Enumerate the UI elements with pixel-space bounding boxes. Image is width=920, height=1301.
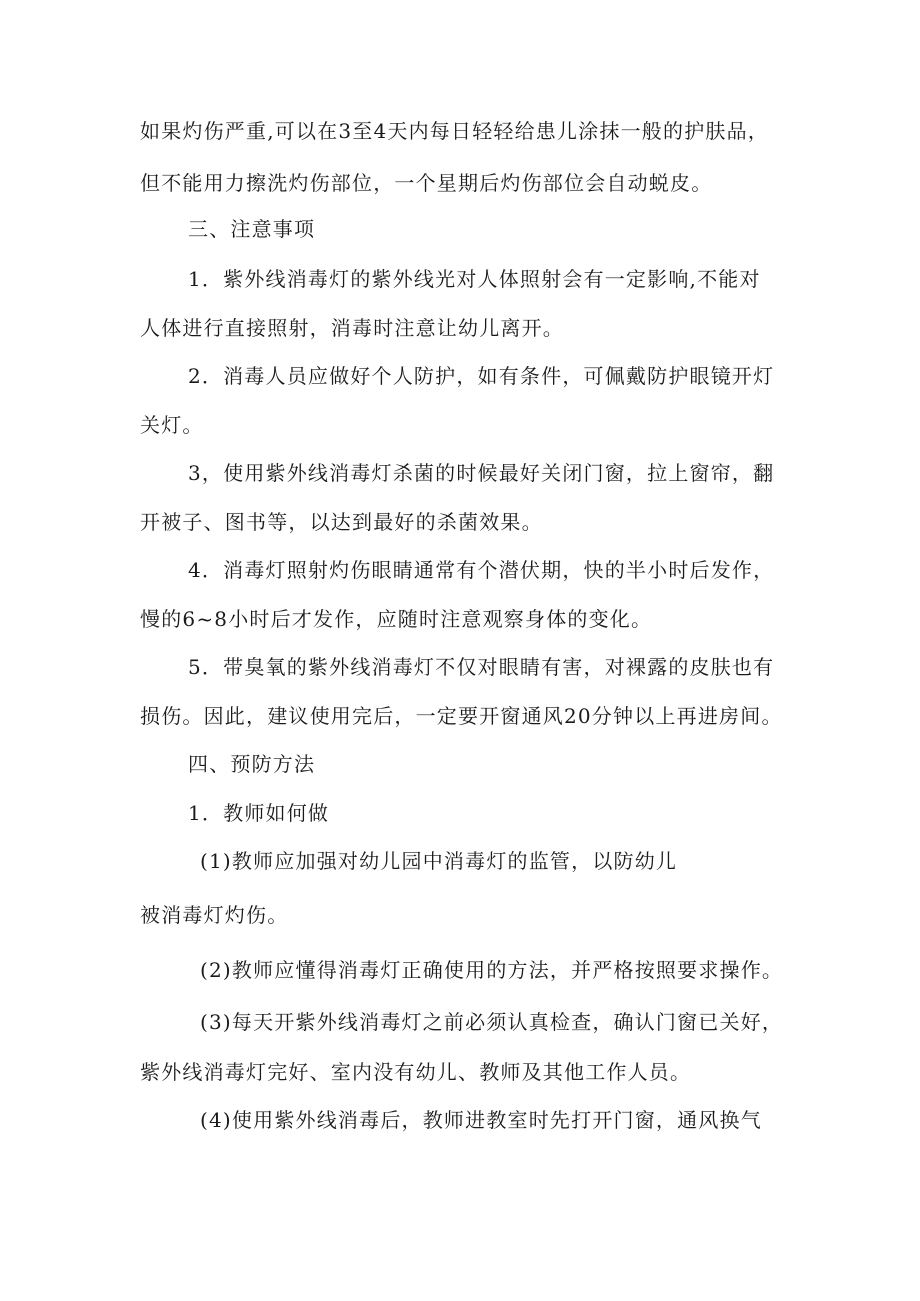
paragraph-line: 慢的6~8小时后才发作，应随时注意观察身体的变化。	[140, 607, 653, 631]
paragraph-line: 1．紫外线消毒灯的紫外线光对人体照射会有一定影响,不能对	[188, 267, 761, 291]
section-heading: 三、注意事项	[188, 217, 316, 241]
paragraph-line: (1)教师应加强对幼儿园中消毒灯的监管，以防幼儿	[200, 849, 678, 873]
paragraph-line: 5．带臭氧的紫外线消毒灯不仅对眼睛有害，对裸露的皮肤也有	[188, 655, 775, 679]
paragraph-line: 如果灼伤严重,可以在3至4天内每日轻轻给患儿涂抹一般的护肤品，	[140, 119, 770, 143]
paragraph-line: 3，使用紫外线消毒灯杀菌的时候最好关闭门窗，拉上窗帘，翻	[188, 461, 775, 485]
paragraph-line: 被消毒灯灼伤。	[140, 903, 289, 927]
section-heading: 四、预防方法	[188, 752, 316, 776]
subsection-heading: 1．教师如何做	[188, 801, 330, 825]
paragraph-line: 人体进行直接照射，消毒时注意让幼儿离开。	[140, 316, 564, 340]
paragraph-line: 关灯。	[140, 413, 204, 437]
paragraph-line: 4．消毒灯照射灼伤眼睛通常有个潜伏期，快的半小时后发作，	[188, 558, 775, 582]
paragraph-line: 但不能用力擦洗灼伤部位，一个星期后灼伤部位会自动蜕皮。	[140, 171, 713, 195]
paragraph-line: 2．消毒人员应做好个人防护，如有条件，可佩戴防护眼镜开灯	[188, 364, 775, 388]
paragraph-line: 损伤。因此，建议使用完后，一定要开窗通风20分钟以上再进房间。	[140, 704, 783, 728]
paragraph-line: 紫外线消毒灯完好、室内没有幼儿、教师及其他工作人员。	[140, 1060, 692, 1084]
paragraph-line: (4)使用紫外线消毒后，教师进教室时先打开门窗，通风换气	[200, 1108, 762, 1132]
paragraph-line: (3)每天开紫外线消毒灯之前必须认真检查，确认门窗已关好，	[200, 1010, 784, 1034]
paragraph-line: (2)教师应懂得消毒灯正确使用的方法，并严格按照要求操作。	[200, 958, 784, 982]
paragraph-line: 开被子、图书等，以达到最好的杀菌效果。	[140, 510, 543, 534]
